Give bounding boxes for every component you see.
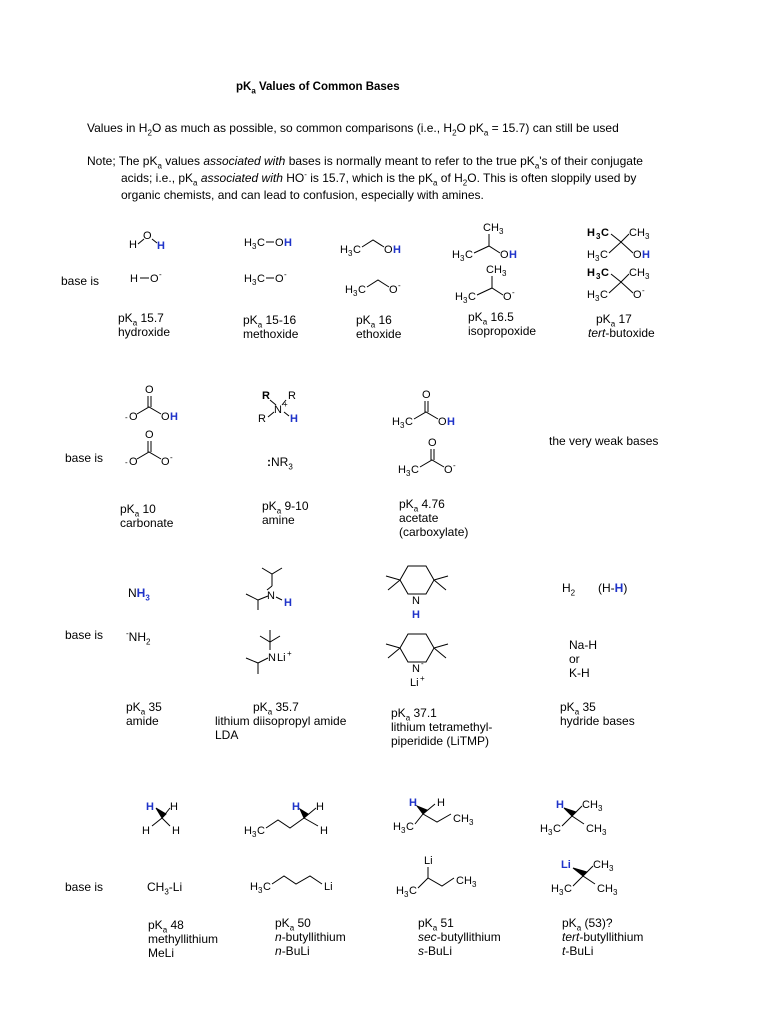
- svg-text:H: H: [146, 801, 154, 813]
- svg-text:H: H: [587, 267, 595, 279]
- ethanol-structure: [340, 228, 410, 258]
- svg-text:O: O: [428, 437, 437, 449]
- svg-text:H: H: [556, 799, 564, 811]
- svg-text:-: -: [642, 286, 645, 295]
- svg-text:C: C: [597, 883, 605, 895]
- caption-n-butyllithium: $pK_a$ 50 n-butyllithium n-BuLi: [275, 916, 346, 958]
- svg-text:H: H: [601, 859, 609, 871]
- svg-text:H: H: [244, 273, 252, 285]
- svg-text:H: H: [244, 237, 252, 249]
- svg-text:3: 3: [252, 830, 257, 839]
- svg-text:3: 3: [645, 232, 650, 241]
- caption-hydroxide: $pK_a$ 15.7 hydroxide: [118, 311, 171, 339]
- svg-text:H: H: [392, 416, 400, 428]
- svg-text:O: O: [129, 411, 138, 423]
- svg-text:H: H: [284, 237, 292, 249]
- svg-text:C: C: [353, 244, 361, 256]
- svg-text:O: O: [422, 389, 431, 401]
- methane-structure: [142, 796, 192, 838]
- svg-text:C: C: [600, 249, 608, 261]
- svg-text:C: C: [409, 885, 417, 897]
- svg-text:3: 3: [404, 890, 409, 899]
- svg-text:H: H: [142, 825, 150, 837]
- caption-amide: $pK_a$ 35 amide: [126, 700, 162, 728]
- svg-text:C: C: [629, 227, 637, 239]
- svg-text:Li: Li: [561, 859, 571, 871]
- n-butyllithium-structure: [250, 862, 350, 902]
- svg-text:C: C: [257, 273, 265, 285]
- svg-text:C: C: [257, 825, 265, 837]
- svg-text:3: 3: [406, 469, 411, 478]
- svg-text:H: H: [316, 801, 324, 813]
- svg-text:C: C: [564, 883, 572, 895]
- svg-text:Li: Li: [424, 855, 433, 867]
- svg-text:-: -: [512, 288, 515, 297]
- page-title: $pK_a$ Values of Common Bases: [236, 81, 400, 96]
- svg-text:C: C: [601, 267, 609, 279]
- bicarbonate-structure: [125, 383, 195, 425]
- svg-text:H: H: [491, 222, 499, 234]
- svg-text:H: H: [244, 825, 252, 837]
- svg-text:O: O: [161, 411, 170, 423]
- svg-text:3: 3: [595, 294, 600, 303]
- svg-text:H: H: [393, 244, 401, 256]
- svg-text:H: H: [284, 597, 292, 609]
- svg-text:-: -: [125, 458, 128, 467]
- svg-text:H: H: [590, 799, 598, 811]
- ammonia-label: $NH_3$: [128, 586, 150, 603]
- caption-methyllithium: $pK_a$ 48 methyllithium MeLi: [148, 918, 219, 960]
- svg-text:3: 3: [400, 421, 405, 430]
- svg-text:3: 3: [596, 272, 601, 281]
- svg-text:3: 3: [595, 254, 600, 263]
- sec-butyllithium-structure: [396, 852, 496, 898]
- svg-text:3: 3: [469, 818, 474, 827]
- caption-litmp: $pK_a$ 37.1 lithium tetramethyl- piperidide (LiTMP): [391, 706, 493, 748]
- caption-sec-butyllithium: $pK_a$ 51 sec-butyllithium s-BuLi: [418, 916, 501, 958]
- isobutane-structure: [540, 794, 620, 836]
- svg-text:H: H: [320, 825, 328, 837]
- carbonate-structure: [125, 428, 195, 470]
- svg-text:O: O: [384, 244, 393, 256]
- svg-text:H: H: [509, 249, 517, 261]
- litmp-structure: [378, 630, 458, 692]
- caption-tert-butyllithium: $pK_a$ (53)? tert-butyllithium t-BuLi: [562, 916, 644, 958]
- caption-carbonate: $pK_a$ 10 carbonate: [120, 502, 174, 530]
- svg-text:O: O: [503, 291, 512, 303]
- svg-text:H: H: [393, 821, 401, 833]
- base-is-label-row2: base is: [65, 451, 104, 465]
- svg-text:3: 3: [613, 888, 618, 897]
- svg-text:-: -: [453, 461, 456, 470]
- svg-text:O: O: [444, 464, 453, 476]
- svg-text:C: C: [468, 291, 476, 303]
- svg-text:H: H: [587, 249, 595, 261]
- svg-text:3: 3: [548, 828, 553, 837]
- svg-text:3: 3: [559, 888, 564, 897]
- svg-text:3: 3: [499, 227, 504, 236]
- svg-text:-: -: [284, 270, 287, 279]
- svg-text:N: N: [412, 663, 420, 675]
- svg-text:3: 3: [252, 242, 257, 251]
- svg-text:3: 3: [645, 272, 650, 281]
- svg-text:O: O: [143, 230, 152, 242]
- svg-text:C: C: [601, 227, 609, 239]
- note-paragraph: Note; The $pK_a$ values associated with bases is normally meant to refer to the true $pK_a's$ of their conjugate acids; i.e., $pK_a$ associated with HO- is 15.7, which is the $pK_a$ of $H_2O$. This is often sloppily used by organic chemists, and can lead to confusion, especially with amines.: [87, 154, 643, 202]
- svg-text:3: 3: [252, 278, 257, 287]
- svg-text:C: C: [586, 823, 594, 835]
- svg-text:H: H: [129, 239, 137, 251]
- caption-lda: $pK_a$ 35.7 lithium diisopropyl amide LDA: [215, 700, 347, 742]
- butane-sec-structure: [393, 792, 493, 834]
- n-butane-structure: [244, 796, 344, 838]
- svg-text:N: N: [267, 590, 275, 602]
- svg-text:H: H: [540, 823, 548, 835]
- base-is-label-row3: base is: [65, 628, 104, 642]
- svg-text:H: H: [290, 413, 298, 425]
- svg-text:3: 3: [258, 886, 263, 895]
- svg-text:C: C: [456, 875, 464, 887]
- svg-text:H: H: [292, 801, 300, 813]
- svg-text:H: H: [642, 249, 650, 261]
- svg-text:H: H: [398, 464, 406, 476]
- svg-text:3: 3: [401, 826, 406, 835]
- ammonium-structure: [258, 388, 318, 428]
- svg-text:R: R: [262, 390, 270, 402]
- svg-text:H: H: [345, 284, 353, 296]
- svg-text:H: H: [452, 249, 460, 261]
- svg-text:H: H: [594, 823, 602, 835]
- caption-methoxide: $pK_a$ 15-16 methoxide: [243, 313, 299, 341]
- acetic-acid-structure: [392, 388, 472, 430]
- svg-text:C: C: [405, 416, 413, 428]
- svg-text:C: C: [257, 237, 265, 249]
- h-h-label: (H-H): [598, 581, 628, 595]
- svg-text:H: H: [455, 291, 463, 303]
- svg-text:N: N: [412, 595, 420, 607]
- svg-text:O: O: [161, 456, 170, 468]
- svg-text:-: -: [421, 659, 424, 668]
- svg-text:3: 3: [348, 249, 353, 258]
- svg-text:H: H: [412, 609, 420, 621]
- svg-text:Li: Li: [277, 652, 286, 664]
- svg-text:R: R: [258, 413, 266, 425]
- svg-text:H: H: [587, 289, 595, 301]
- water-structure: [125, 228, 165, 250]
- svg-text:H: H: [130, 273, 138, 285]
- svg-text:N: N: [268, 652, 276, 664]
- caption-ethoxide: $pK_a$ 16 ethoxide: [356, 313, 402, 341]
- hydride-list: Na-H or K-H: [569, 638, 598, 680]
- svg-text:3: 3: [502, 269, 507, 278]
- svg-text:C: C: [553, 823, 561, 835]
- svg-text:C: C: [629, 267, 637, 279]
- svg-text:+: +: [283, 400, 288, 409]
- svg-text:3: 3: [472, 880, 477, 889]
- svg-text:H: H: [409, 797, 417, 809]
- svg-text:R: R: [288, 390, 296, 402]
- svg-text:C: C: [453, 813, 461, 825]
- svg-text:Li: Li: [410, 677, 419, 689]
- svg-text:O: O: [145, 429, 154, 441]
- tetramethylpiperidine-structure: [378, 562, 458, 624]
- svg-text:H: H: [605, 883, 613, 895]
- svg-text:H: H: [587, 227, 595, 239]
- lda-structure: [240, 630, 320, 682]
- svg-text:3: 3: [602, 828, 607, 837]
- svg-text:3: 3: [463, 296, 468, 305]
- svg-text:C: C: [593, 859, 601, 871]
- svg-text:C: C: [465, 249, 473, 261]
- svg-text:H: H: [464, 875, 472, 887]
- methyllithium-label: $CH_3-Li$: [147, 880, 183, 897]
- svg-text:H: H: [157, 240, 165, 252]
- svg-text:O: O: [275, 237, 284, 249]
- svg-text:H: H: [437, 797, 445, 809]
- svg-text:Li: Li: [324, 881, 333, 893]
- caption-acetate: $pK_a$ 4.76 acetate (carboxylate): [399, 497, 469, 539]
- svg-text:O: O: [150, 273, 159, 285]
- svg-text:O: O: [633, 249, 642, 261]
- svg-text:O: O: [389, 284, 398, 296]
- tert-butanol-structure: [587, 222, 667, 262]
- very-weak-bases-label: the very weak bases: [549, 434, 659, 448]
- svg-text:H: H: [170, 411, 178, 423]
- svg-text:C: C: [483, 222, 491, 234]
- nr3-label: $:NR_3$: [267, 455, 293, 472]
- svg-text:3: 3: [596, 232, 601, 241]
- methanol-structure: [244, 232, 304, 250]
- svg-text:C: C: [406, 821, 414, 833]
- ethoxide-structure: [345, 268, 415, 298]
- isopropanol-structure: [452, 220, 532, 262]
- caption-isopropoxide: $pK_a$ 16.5 isopropoxide: [468, 310, 537, 338]
- hydrogen-label: $H_2$: [562, 581, 576, 598]
- svg-text:H: H: [447, 416, 455, 428]
- svg-text:H: H: [250, 881, 258, 893]
- svg-text:3: 3: [609, 864, 614, 873]
- svg-text:3: 3: [598, 804, 603, 813]
- svg-text:H: H: [637, 267, 645, 279]
- svg-text:O: O: [129, 456, 138, 468]
- amide-label: $^-NH_2$: [126, 629, 151, 647]
- acetate-structure: [398, 436, 478, 478]
- svg-text:C: C: [486, 264, 494, 276]
- svg-text:-: -: [125, 413, 128, 422]
- svg-text:O: O: [145, 384, 154, 396]
- svg-text:C: C: [411, 464, 419, 476]
- svg-text:-: -: [398, 281, 401, 290]
- svg-text:+: +: [420, 674, 425, 683]
- svg-text:-: -: [159, 270, 162, 279]
- caption-tert-butoxide: $pK_a$ 17 tert-butoxide: [588, 312, 655, 340]
- svg-text:3: 3: [460, 254, 465, 263]
- tert-butoxide-structure: [587, 262, 667, 302]
- caption-amine: $pK_a$ 9-10 amine: [262, 499, 309, 527]
- svg-text:H: H: [340, 244, 348, 256]
- svg-text:C: C: [582, 799, 590, 811]
- caption-hydride: $pK_a$ 35 hydride bases: [560, 700, 635, 728]
- svg-text:+: +: [287, 649, 292, 658]
- svg-text:-: -: [170, 453, 173, 462]
- svg-text:H: H: [396, 885, 404, 897]
- svg-text:O: O: [275, 273, 284, 285]
- intro-line: Values in $H_2O$ as much as possible, so common comparisons (i.e., $H_2O$ $pK_a = 15.7$) can still be used: [87, 121, 619, 138]
- svg-text:H: H: [494, 264, 502, 276]
- svg-text:O: O: [500, 249, 509, 261]
- base-is-label-row1: base is: [61, 274, 100, 288]
- svg-text:C: C: [600, 289, 608, 301]
- svg-text:O: O: [633, 289, 642, 301]
- base-is-label-row4: base is: [65, 880, 104, 894]
- diisopropylamine-structure: [242, 562, 312, 614]
- svg-text:H: H: [170, 801, 178, 813]
- svg-text:N: N: [274, 404, 282, 416]
- svg-text:C: C: [263, 881, 271, 893]
- svg-text:3: 3: [353, 289, 358, 298]
- methoxide-structure: [244, 268, 304, 286]
- isopropoxide-structure: [455, 262, 535, 304]
- hydroxide-structure: [130, 268, 170, 286]
- svg-text:H: H: [172, 825, 180, 837]
- svg-text:O: O: [438, 416, 447, 428]
- svg-text:H: H: [461, 813, 469, 825]
- tert-butyllithium-structure: [551, 852, 631, 898]
- svg-text:C: C: [358, 284, 366, 296]
- svg-text:H: H: [551, 883, 559, 895]
- svg-text:H: H: [637, 227, 645, 239]
